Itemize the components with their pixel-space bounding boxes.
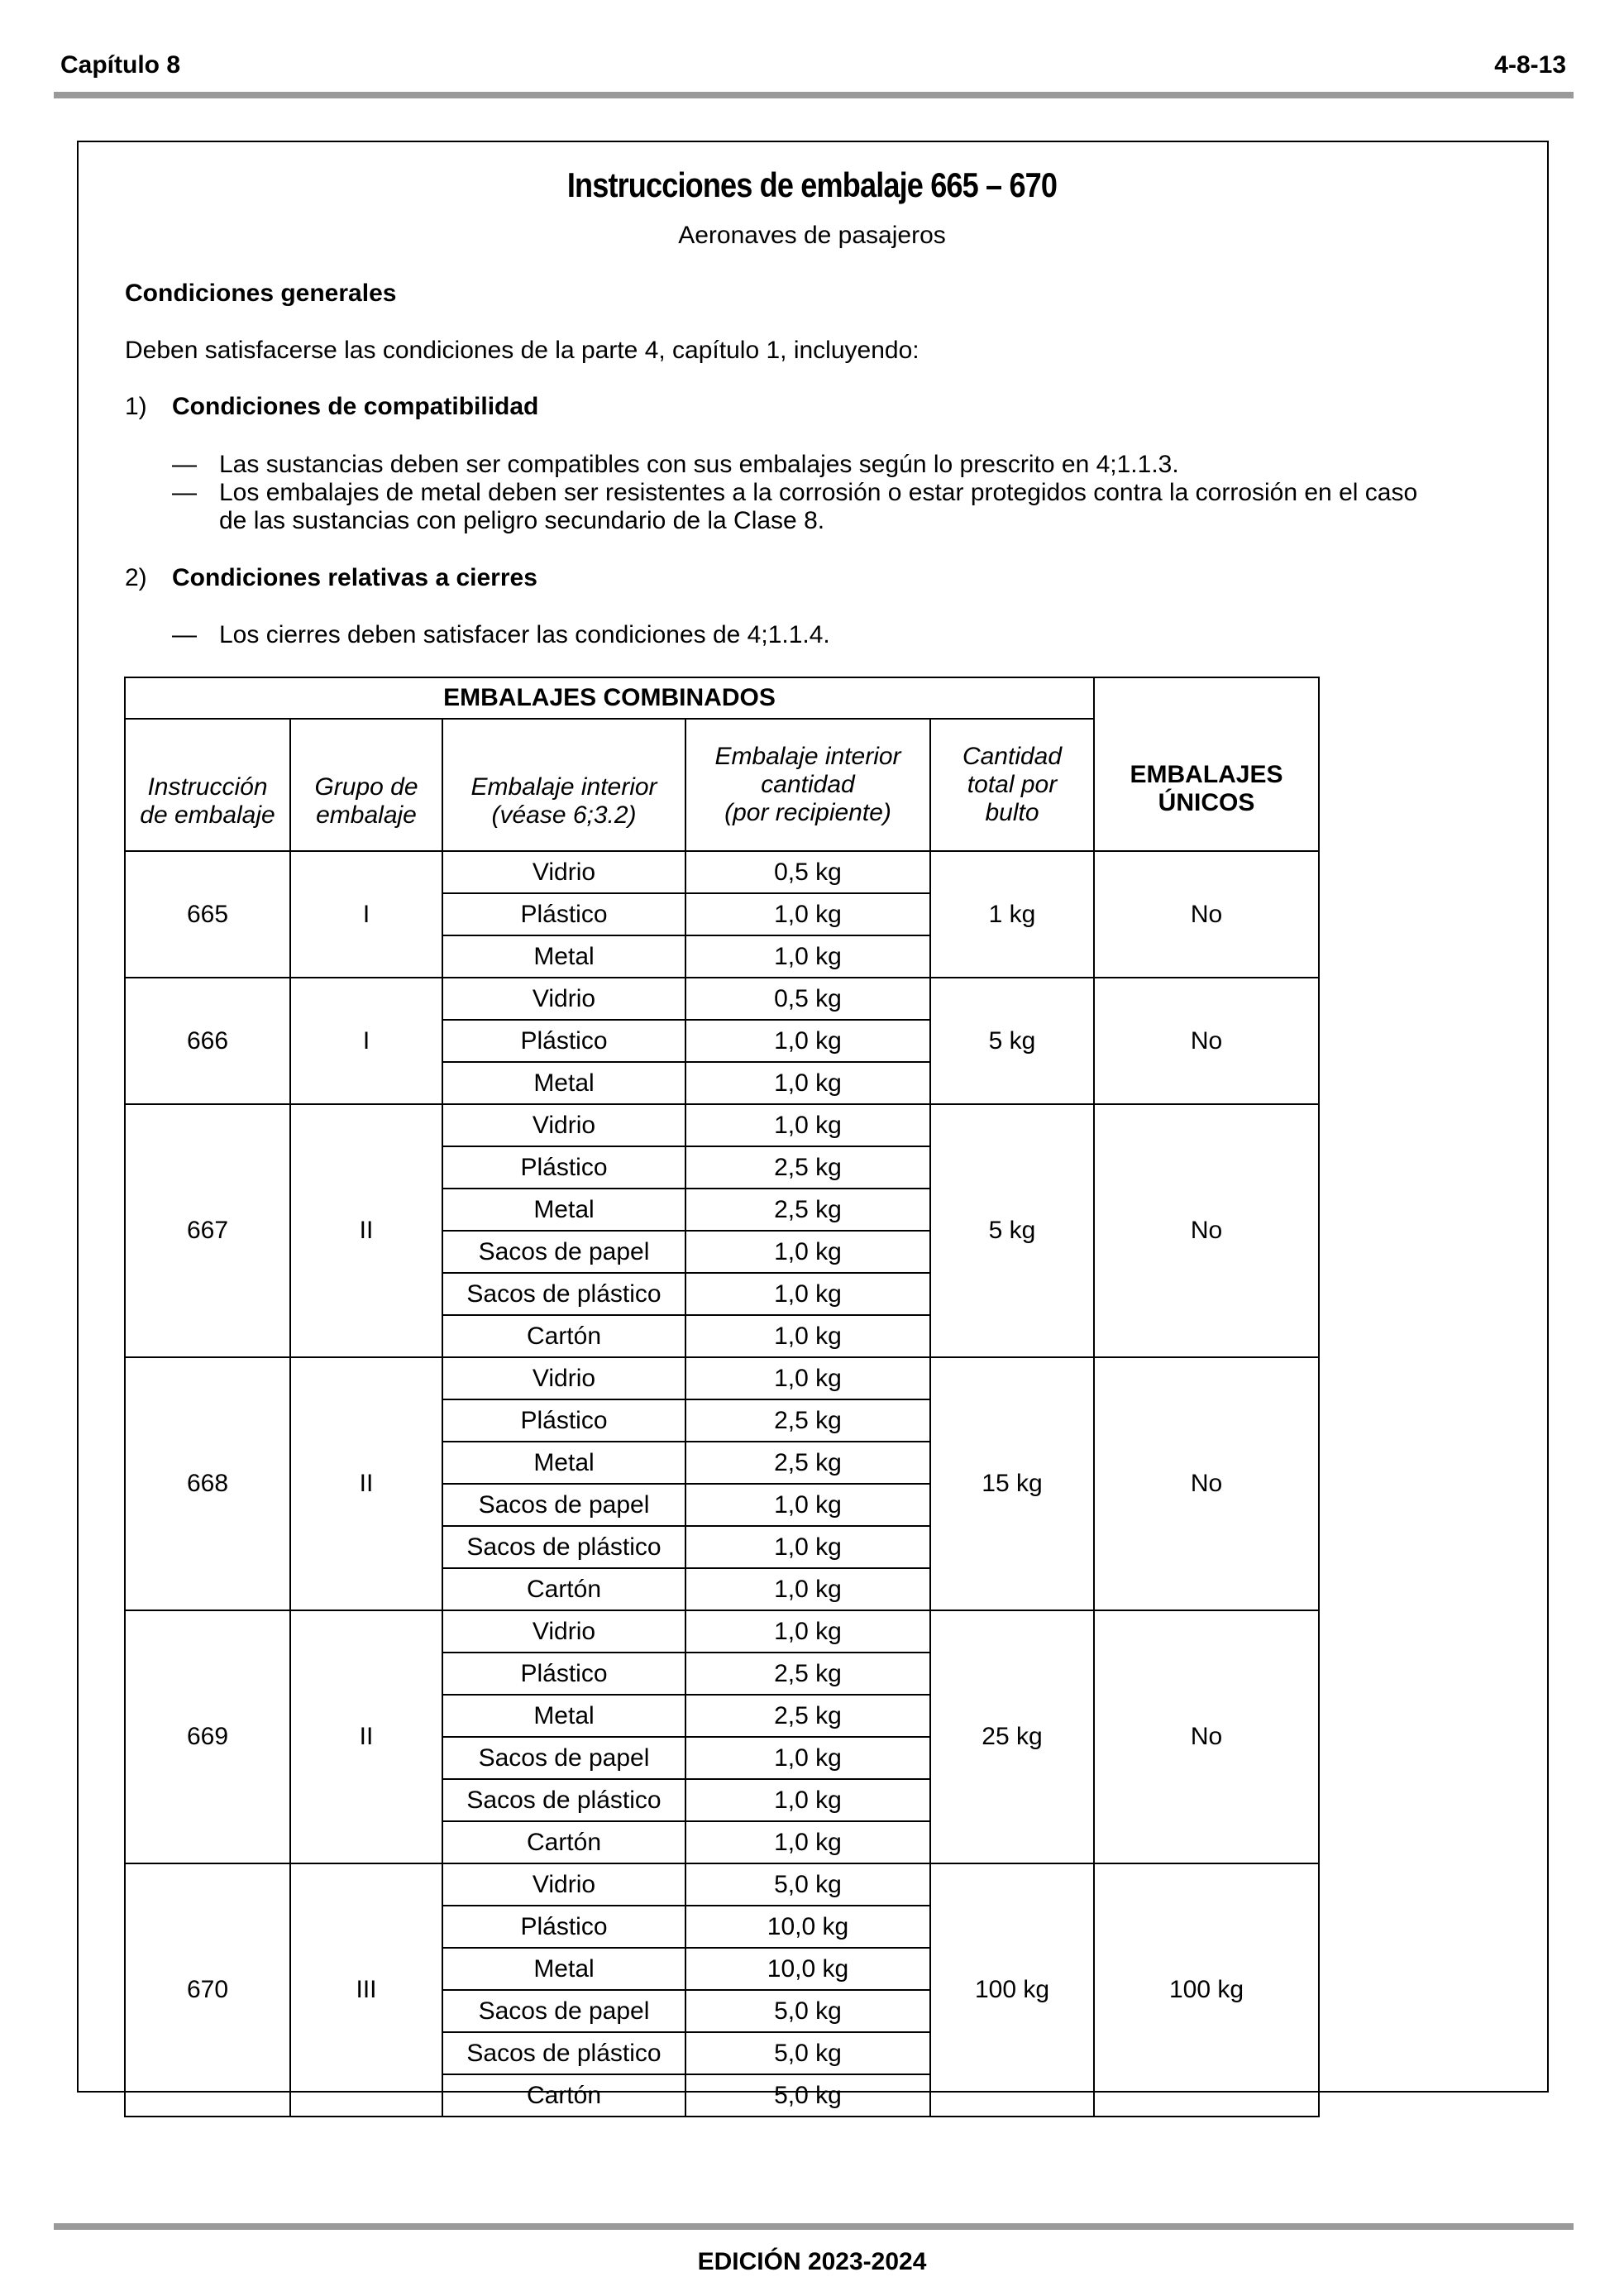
table-row <box>125 1610 1319 1653</box>
inner-quantity-cell: 5,0 kg <box>685 2032 930 2074</box>
page-title: Instrucciones de embalaje 665 – 670 <box>566 165 1058 204</box>
packing-table <box>124 677 1320 2117</box>
inner-packaging-type-cell: Sacos de plástico <box>442 1273 685 1315</box>
col-header-line: Cantidad <box>962 743 1063 770</box>
intro-text: Deben satisfacerse las condiciones de la parte 4, capítulo 1, incluyendo: <box>125 337 919 364</box>
bullet-text-continued: de las sustancias con peligro secundario de la Clase 8. <box>219 507 825 534</box>
col-header-instruction <box>125 719 290 851</box>
col-header-line: Embalaje interior <box>714 743 901 770</box>
packing-group-cell: II <box>290 1104 442 1357</box>
packing-group-cell: II <box>290 1357 442 1610</box>
inner-packaging-type-cell: Vidrio <box>442 978 685 1020</box>
bullet-dash: — <box>172 479 197 506</box>
instruction-number-cell: 668 <box>125 1357 290 1610</box>
single-packagings-cell: No <box>1094 1357 1319 1610</box>
col-header-line: Embalaje interior <box>470 773 657 801</box>
total-quantity-cell: 1 kg <box>930 851 1094 978</box>
inner-quantity-cell: 1,0 kg <box>685 1821 930 1863</box>
inner-quantity-cell: 1,0 kg <box>685 1020 930 1062</box>
col-header-line: embalaje <box>316 801 417 829</box>
inner-packaging-type-cell: Sacos de plástico <box>442 2032 685 2074</box>
single-header-line: EMBALAJES <box>1130 761 1283 788</box>
inner-packaging-type-cell: Plástico <box>442 893 685 935</box>
inner-quantity-cell: 2,5 kg <box>685 1146 930 1189</box>
total-quantity-cell: 5 kg <box>930 978 1094 1104</box>
table-row <box>125 851 1319 893</box>
inner-quantity-cell: 1,0 kg <box>685 1062 930 1104</box>
bullet-text: Las sustancias deben ser compatibles con sus embalajes según lo prescrito en 4;1.1.3. <box>219 451 1179 478</box>
table-row <box>125 978 1319 1020</box>
inner-quantity-cell: 1,0 kg <box>685 1526 930 1568</box>
inner-packaging-type-cell: Cartón <box>442 1821 685 1863</box>
inner-packaging-type-cell: Metal <box>442 1948 685 1990</box>
inner-packaging-type-cell: Vidrio <box>442 1357 685 1399</box>
inner-packaging-type-cell: Vidrio <box>442 1104 685 1146</box>
inner-packaging-type-cell: Plástico <box>442 1146 685 1189</box>
col-header-line: Grupo de <box>314 773 418 801</box>
col-header-line: bulto <box>985 799 1039 826</box>
inner-packaging-type-cell: Metal <box>442 1189 685 1231</box>
bullet-text: Los cierres deben satisfacer las condiciones de 4;1.1.4. <box>219 621 830 648</box>
col-header-group <box>290 719 442 851</box>
packing-group-cell: II <box>290 1610 442 1863</box>
col-header-inner-quantity <box>685 719 930 851</box>
page-number: 4-8-13 <box>1494 51 1566 79</box>
single-packagings-cell: No <box>1094 1610 1319 1863</box>
inner-quantity-cell: 5,0 kg <box>685 2074 930 2117</box>
inner-quantity-cell: 2,5 kg <box>685 1442 930 1484</box>
inner-quantity-cell: 10,0 kg <box>685 1906 930 1948</box>
single-packagings-cell: 100 kg <box>1094 1863 1319 2117</box>
inner-packaging-type-cell: Sacos de papel <box>442 1737 685 1779</box>
inner-packaging-type-cell: Cartón <box>442 1315 685 1357</box>
inner-packaging-type-cell: Vidrio <box>442 1863 685 1906</box>
inner-packaging-type-cell: Metal <box>442 1062 685 1104</box>
inner-quantity-cell: 10,0 kg <box>685 1948 930 1990</box>
table-row <box>125 1863 1319 1906</box>
inner-packaging-type-cell: Plástico <box>442 1653 685 1695</box>
total-quantity-cell: 15 kg <box>930 1357 1094 1610</box>
inner-packaging-type-cell: Vidrio <box>442 851 685 893</box>
inner-quantity-cell: 1,0 kg <box>685 1357 930 1399</box>
single-packagings-cell: No <box>1094 851 1319 978</box>
total-quantity-cell: 100 kg <box>930 1863 1094 2117</box>
inner-quantity-cell: 1,0 kg <box>685 1484 930 1526</box>
single-header-line: ÚNICOS <box>1158 789 1255 816</box>
inner-packaging-type-cell: Sacos de papel <box>442 1990 685 2032</box>
inner-packaging-type-cell: Plástico <box>442 1399 685 1442</box>
single-packagings-header <box>1094 677 1319 851</box>
col-header-line: de embalaje <box>140 801 275 829</box>
inner-packaging-type-cell: Plástico <box>442 1020 685 1062</box>
table-row <box>125 1104 1319 1146</box>
footer-rule <box>54 2223 1574 2230</box>
inner-packaging-type-cell: Vidrio <box>442 1610 685 1653</box>
inner-quantity-cell: 0,5 kg <box>685 978 930 1020</box>
instruction-number-cell: 670 <box>125 1863 290 2117</box>
section1-heading: Condiciones de compatibilidad <box>172 393 539 420</box>
inner-packaging-type-cell: Sacos de papel <box>442 1484 685 1526</box>
section2-number: 2) <box>125 564 147 591</box>
instruction-number-cell: 665 <box>125 851 290 978</box>
total-quantity-cell: 5 kg <box>930 1104 1094 1357</box>
packing-group-cell: III <box>290 1863 442 2117</box>
section1-number: 1) <box>125 393 147 420</box>
packing-group-cell: I <box>290 851 442 978</box>
col-header-line: (por recipiente) <box>724 799 891 826</box>
col-header-total-quantity <box>930 719 1094 851</box>
col-header-line: Instrucción <box>147 773 268 801</box>
table-row <box>125 1357 1319 1399</box>
inner-quantity-cell: 2,5 kg <box>685 1189 930 1231</box>
inner-quantity-cell: 1,0 kg <box>685 1737 930 1779</box>
header-rule <box>54 92 1574 98</box>
inner-quantity-cell: 1,0 kg <box>685 1568 930 1610</box>
packing-table-body <box>125 851 1319 2117</box>
instruction-number-cell: 667 <box>125 1104 290 1357</box>
instruction-number-cell: 666 <box>125 978 290 1104</box>
edition-footer: EDICIÓN 2023-2024 <box>697 2248 927 2275</box>
inner-quantity-cell: 1,0 kg <box>685 935 930 978</box>
inner-packaging-type-cell: Metal <box>442 1442 685 1484</box>
inner-packaging-type-cell: Sacos de plástico <box>442 1779 685 1821</box>
instruction-number-cell: 669 <box>125 1610 290 1863</box>
inner-quantity-cell: 1,0 kg <box>685 1231 930 1273</box>
inner-packaging-type-cell: Metal <box>442 1695 685 1737</box>
single-packagings-cell: No <box>1094 1104 1319 1357</box>
inner-quantity-cell: 1,0 kg <box>685 1779 930 1821</box>
chapter-label: Capítulo 8 <box>60 51 181 79</box>
inner-quantity-cell: 0,5 kg <box>685 851 930 893</box>
col-header-line: total por <box>967 771 1058 798</box>
total-quantity-cell: 25 kg <box>930 1610 1094 1863</box>
col-header-inner-packaging <box>442 719 685 851</box>
inner-packaging-type-cell: Metal <box>442 935 685 978</box>
inner-quantity-cell: 1,0 kg <box>685 893 930 935</box>
inner-packaging-type-cell: Sacos de papel <box>442 1231 685 1273</box>
col-header-line: cantidad <box>761 771 855 798</box>
inner-packaging-type-cell: Sacos de plástico <box>442 1526 685 1568</box>
bullet-text: Los embalajes de metal deben ser resistentes a la corrosión o estar protegidos contra la corrosión en el caso <box>219 479 1418 506</box>
general-conditions-heading: Condiciones generales <box>125 280 397 307</box>
col-header-line: (véase 6;3.2) <box>491 801 637 829</box>
inner-quantity-cell: 2,5 kg <box>685 1695 930 1737</box>
packing-group-cell: I <box>290 978 442 1104</box>
single-packagings-cell: No <box>1094 978 1319 1104</box>
section2-heading: Condiciones relativas a cierres <box>172 564 537 591</box>
inner-quantity-cell: 1,0 kg <box>685 1104 930 1146</box>
inner-quantity-cell: 2,5 kg <box>685 1399 930 1442</box>
combined-packagings-header: EMBALAJES COMBINADOS <box>125 677 1094 719</box>
inner-packaging-type-cell: Cartón <box>442 1568 685 1610</box>
inner-quantity-cell: 5,0 kg <box>685 1990 930 2032</box>
inner-quantity-cell: 2,5 kg <box>685 1653 930 1695</box>
inner-quantity-cell: 1,0 kg <box>685 1315 930 1357</box>
inner-packaging-type-cell: Plástico <box>442 1906 685 1948</box>
inner-packaging-type-cell: Cartón <box>442 2074 685 2117</box>
inner-quantity-cell: 1,0 kg <box>685 1273 930 1315</box>
inner-quantity-cell: 5,0 kg <box>685 1863 930 1906</box>
inner-quantity-cell: 1,0 kg <box>685 1610 930 1653</box>
bullet-dash: — <box>172 621 197 648</box>
bullet-dash: — <box>172 451 197 478</box>
page-subtitle: Aeronaves de pasajeros <box>678 222 946 249</box>
